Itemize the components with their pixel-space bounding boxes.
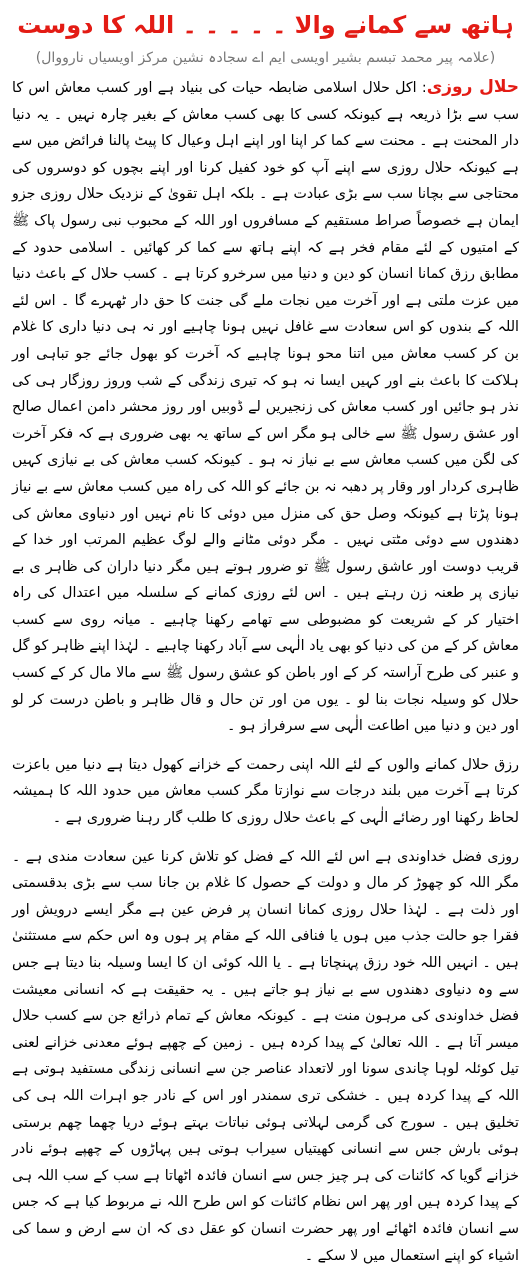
article-title: ہاتھ سے کمانے والا ۔ ۔ ۔ ۔ ۔ اللہ کا دوست [17,11,514,39]
paragraph-3: روزی فضل خداوندی ہے اس لئے اللہ کے فضل کو تلاش کرنا عین سعادت مندی ہے ۔ مگر اللہ کو چھوڑ کر مال و دولت کے حصول کا غلام بن جانا سب سے بڑی بدقسمتی اور ذلت ہے ۔ لہٰذا حلال روزی کمانا انسان پر فرض عین ہے مگر ایسے درویش اور فقرا جو حالت جذب میں ہوں یا فنافی اللہ کے مقام پر ہوں وہ اس حکم سے مستثنیٰ ہیں ۔ انہیں اللہ خود رزق پہنچاتا ہے ۔ یا اللہ کوئی ان کا ایسا وسیلہ بنا دیتا ہے جس سے وہ دنیاوی دھندوں سے بے نیاز ہو جاتے ہیں ۔ یہ حقیقت ہے کہ انسانی معیشت فضل خداوندی کی مرہون منت ہے ۔ کیونکہ معاش کے تمام ذرائع جن سے کسب حلال میسر آتا ہے ۔ اللہ تعالیٰ کے پیدا کردہ ہیں ۔ زمین کے چھپے ہوئے معدنی خزانے لعنی تیل کوئلہ لوہا چاندی سونا اور لاتعداد عناصر جن سے انسانی زندگی مستفید ہوتی ہے اللہ کے پیدا کردہ ہیں ۔ خشکی تری سمندر اور اس کے نادر جو اہرات اللہ ہی کی تخلیق ہیں ۔ سورج کی گرمی لہلاتی ہوئی نباتات بہتے ہوئے دریا چھما چھم برستی ہوئی بارش جس سے انسانی کھیتیاں سیراب ہوتی ہیں پہاڑوں کے چھپے ہوئے نادر خزانے گویا کہ کائنات کی ہر چیز جس سے انسان فائدہ اٹھاتا ہے سب کے سب اللہ ہی کے پیدا کردہ ہیں اور پھر اس نظام کائنات کو اس طرح اللہ نے مربوط کیا ہے کہ جس سے انسان فائدہ اٹھائے اور پھر حضرت انسان کو عقل دی کہ ان سے ارض و سما کی اشیاء کو اپنے استعمال میں لا سکے ۔ [12,848,519,1264]
author-byline: (علامہ پیر محمد تبسم بشیر اویسی ایم اے سجادہ نشین مرکز اویسیاں نارووال) [35,50,496,66]
section-heading: حلال روزی [426,77,519,97]
paragraph-1 [12,74,519,740]
paragraph-2: رزق حلال کمانے والوں کے لئے اللہ اپنی رحمت کے خزانے کھول دیتا ہے دنیا میں باعزت کرتا ہے آخرت میں بلند درجات سے نوازتا مگر کسب معاش میں حدود اللہ کا ہمیشہ لحاظ رکھنا اور رضائے الٰہی کے باعث حلال روزی کا طلب گار رہنا ضروری ہے ۔ [12,756,519,827]
heading-colon: : [416,80,427,96]
paragraph-1-text: اکل حلال اسلامی ضابطہ حیات کی بنیاد ہے اور کسب معاش اس کا سب سے بڑا ذریعہ ہے کیونکہ کسی کا بھی کسب معاش کے بغیر چارہ نہیں ۔ یہ دنیا دار المحنت ہے ۔ محنت سے کما کر اپنا اور اپنے اہل وعیال کا پیٹ پالنا فرائض میں سے ہے کیونکہ حلال روزی سے اپنے آپ کو خود کفیل کرنا اور اپنے بچوں کو دوسروں کی محتاجی سے بچانا سب سے بڑی عبادت ہے ۔ بلکہ اہل تقویٰ کے نزدیک حلال روزی جزو ایمان ہے خصوصاً صراط مستقیم کے مسافروں اور اللہ کے محبوب نبی رسول پاک ﷺ کے امتیوں کے لئے مقام فخر ہے کہ اپنے ہاتھ سے کما کر کھائیں ۔ اسلامی حدود کے مطابق رزق کمانا انسان کو دین و دنیا میں سرخرو کرتا ہے ۔ کسب حلال کے باعث دنیا میں عزت ملتی ہے اور آخرت میں نجات ملے گی جنت کا حق دار ٹھہرے گا ۔ اس لئے اللہ کے بندوں کو اس سعادت سے غافل نہیں ہونا چاہیے اور نہ ہی دنیا داری کا غلام بن کر کسب معاش میں اتنا محو ہونا چاہیے کہ آخرت کو بھول جائے جو تباہی اور ہلاکت کا باعث بنے اور کہیں ایسا نہ ہو کہ تیری زندگی کے شب وروز روزگار ہی کی نذر ہو جائیں اور کسب معاش کی زنجیریں لے ڈوبیں اور روز محشر دامن اعمال صالح اور عشق رسول ﷺ سے خالی ہو مگر اس کے ساتھ یہ بھی ضروری ہے کہ فکر آخرت کی لگن میں کسب معاش سے بے نیاز نہ ہو ۔ کیونکہ کسب معاش کی بے نیازی کہیں ظاہری کردار اور وقار پر دھبہ نہ بن جائے کو اللہ کی راہ میں کسب معاش سے بے نیاز ہونا پڑتا ہے کیونکہ وصل حق کی منزل میں دوئی کا نام نہیں اور دنیاوی معاش کی دھندوں سے دوئی مٹتی نہیں ۔ مگر دوئی مٹانے والے لوگ عظیم المرتب اور خدا کے قریب دوست اور عاشق رسول ﷺ تو ضرور ہوتے ہیں مگر دنیا داران کی ظاہر ی بے نیازی پر طعنہ زن رہتے ہیں ۔ اس لئے روزی کمانے کے سلسلہ میں اعتدال کی راہ اختیار کر کے شریعت کو مضبوطی سے تھامے رکھنا چاہیے ۔ میانہ روی سے کسب معاش کر کے من کی دنیا کو بھی یاد الٰہی سے آباد رکھنا چاہیے ۔ لہٰذا اپنے ظاہر کو گل و عنبر کی طرح آراستہ کر کے اور باطن کو عشق رسول ﷺ سے مالا مال کر کے کسب حلال کو وسیلہ نجات بنا لو ۔ یوں من اور تن حال و قال ظاہر و باطن درست کر لو اور دین و دنیا میں اطاعت الٰہی سے سرفراز ہو ۔ [12,80,519,735]
